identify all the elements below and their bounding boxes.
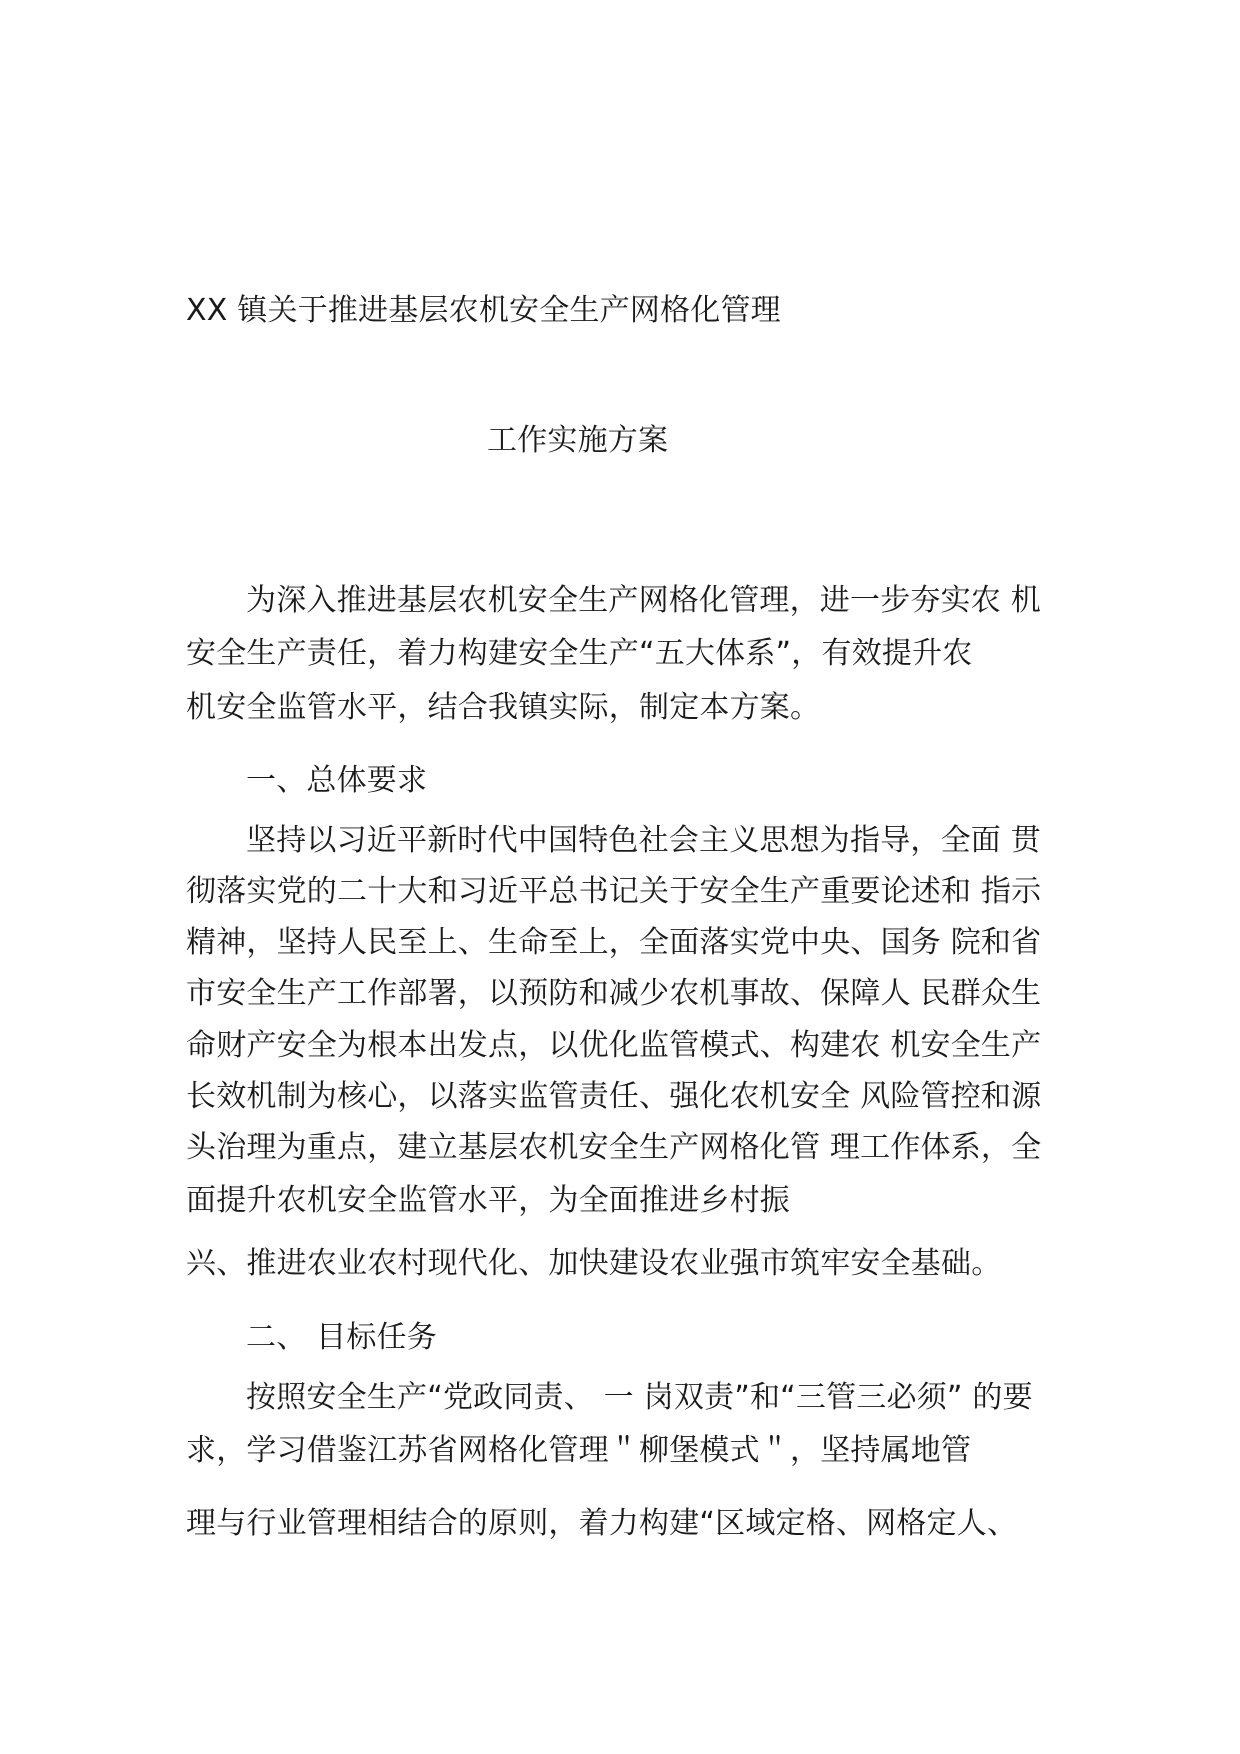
paragraph-targets-line: 按照安全生产“党政同责、 一 岗双责”和“三管三必须” 的要 [246, 1380, 1033, 1415]
paragraph-requirements-line: 精神，坚持人民至上、生命至上，全面落实党中央、国务 院和省 [186, 925, 1042, 960]
paragraph-targets-line: 求，学习借鉴江苏省网格化管理＂柳堡模式＂，坚持属地管 [186, 1433, 972, 1468]
paragraph-requirements-line: 坚持以习近平新时代中国特色社会主义思想为指导，全面 贯 [246, 823, 1041, 858]
paragraph-targets-line: 理与行业管理相结合的原则，着力构建“区域定格、网格定人、 [186, 1506, 1018, 1541]
paragraph-requirements-line: 面提升农机安全监管水平，为全面推进乡村振 [186, 1183, 790, 1218]
paragraph-requirements-line: 兴、推进农业农村现代化、加快建设农业强市筑牢安全基础。 [186, 1246, 1002, 1281]
paragraph-requirements-line: 头治理为重点，建立基层农机安全生产网格化管 理工作体系，全 [186, 1130, 1042, 1165]
paragraph-requirements-line: 长效机制为核心，以落实监管责任、强化农机安全 风险管控和源 [186, 1079, 1042, 1114]
document-title-line-1: XX 镇关于推进基层农机安全生产网格化管理 [186, 293, 781, 328]
document-title-line-2: 工作实施方案 [487, 423, 669, 458]
paragraph-requirements-line: 命财产安全为根本出发点，以优化监管模式、构建农 机安全生产 [186, 1028, 1042, 1063]
paragraph-requirements-line: 彻落实党的二十大和习近平总书记关于安全生产重要论述和 指示 [186, 874, 1042, 909]
paragraph-intro-line: 安全生产责任，着力构建安全生产“五大体系”，有效提升农 [186, 636, 973, 671]
section-heading-overall-requirements: 一、总体要求 [246, 763, 428, 798]
paragraph-intro-line: 机安全监管水平，结合我镇实际，制定本方案。 [186, 690, 821, 725]
paragraph-requirements-line: 市安全生产工作部署，以预防和减少农机事故、保障人 民群众生 [186, 976, 1042, 1011]
paragraph-intro-line: 为深入推进基层农机安全生产网格化管理，进一步夯实农 机 [246, 583, 1041, 618]
section-heading-targets-tasks: 二、 目标任务 [246, 1320, 437, 1355]
